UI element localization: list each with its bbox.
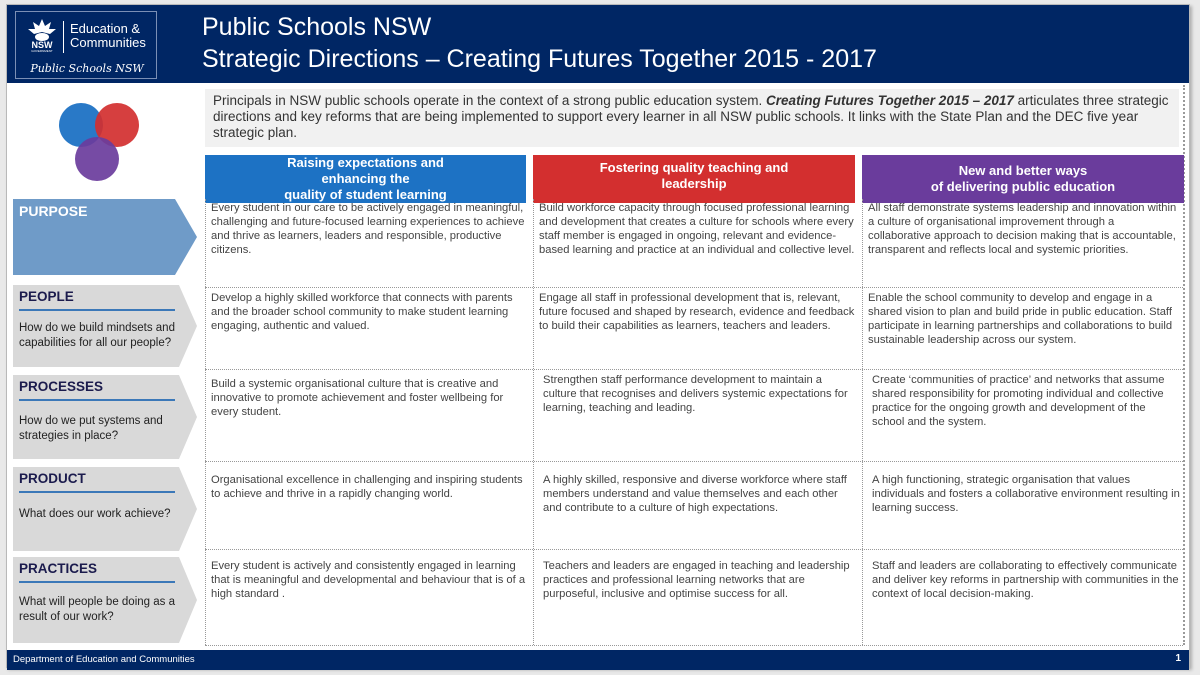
grid-line [205, 369, 1183, 370]
row-question: What does our work achieve? [19, 508, 171, 520]
column-header-line2: of delivering public education [930, 179, 1116, 194]
cell-people-3: Enable the school community to develop and engage in a shared vision to plan and build pride in public education. Staff participate in learning partnerships and collaborations to build sustainable leadership across our system. [868, 292, 1173, 346]
column-header-teaching-leadership [533, 155, 855, 203]
footer-bar [7, 650, 1189, 670]
row-question: How do we build mindsets and capabilities for all our people? [19, 322, 175, 349]
cell-practices-2: Teachers and leaders are engaged in teaching and leadership practices and professional learning networks that are purposeful, inclusive and optimise success for all. [543, 560, 850, 600]
column-header-line1: New and better ways [958, 163, 1088, 178]
nsw-logo [15, 11, 157, 79]
row-label-processes [13, 375, 197, 459]
page-title: Public Schools NSW [202, 13, 432, 41]
row-label-practices [13, 557, 197, 643]
cell-purpose-2: Build workforce capacity through focused professional learning and development that creates a culture for schools where every staff member is engaged in ongoing, relevant and evidence-based learning and practice at an individual and collective level. [539, 202, 855, 256]
waratah-icon [27, 18, 57, 52]
row-label-purpose [13, 199, 197, 275]
intro-text [213, 93, 1173, 141]
cell-practices-3: Staff and leaders are collaborating to effectively communicate and deliver key reforms in partnership with communities in the context of local decision-making. [872, 560, 1179, 600]
cell-processes-1: Build a systemic organisational culture that is creative and innovative to promote achievement and foster wellbeing for every student. [211, 378, 504, 418]
grid-line [862, 199, 863, 645]
page-subtitle: Strategic Directions – Creating Futures Together 2015 - 2017 [202, 45, 877, 73]
row-question: How do we put systems and strategies in place? [19, 415, 163, 442]
cell-processes-2: Strengthen staff performance development to maintain a culture that recognises and delivers systemic expectations for learning, teaching and leading. [543, 374, 848, 414]
cell-people-2: Engage all staff in professional development that is, relevant, future focused and shaped by research, evidence and feedback to build their capabilities as learners, teachers and leaders. [539, 292, 855, 332]
grid-line [205, 199, 206, 645]
column-header-line1: Raising expectations and enhancing the [287, 155, 444, 186]
purple-circle [75, 137, 119, 181]
grid-line [533, 199, 534, 645]
column-header-student-learning [205, 155, 526, 203]
row-title: PURPOSE [19, 203, 88, 219]
grid-line [205, 549, 1183, 550]
intro-before: Principals in NSW public schools operate in the context of a strong public education system. [213, 93, 767, 108]
cell-product-3: A high functioning, strategic organisation that values individuals and fosters a collaborative environment resulting in learning success. [872, 474, 1180, 514]
cell-people-1: Develop a highly skilled workforce that connects with parents and the broader school community to make student learning engaging, authentic and valued. [211, 292, 513, 332]
logo-org-line2: Communities [70, 35, 146, 50]
intro-after: articulates three strategic directions and key reforms that are being implemented to support every learner in all NSW public schools. It links with the State Plan and the DEC five year strategic plan. [213, 93, 1169, 140]
row-underline [19, 309, 175, 311]
cell-practices-1: Every student is actively and consistently engaged in learning that is meaningful and developmental and behaviour that is of a high standard . [211, 560, 526, 600]
row-label-people [13, 285, 197, 367]
cell-product-2: A highly skilled, responsive and diverse workforce where staff members understand and value themselves and each other and contribute to a culture of high expectations. [543, 474, 847, 514]
row-label-product [13, 467, 197, 551]
cell-product-1: Organisational excellence in challenging and inspiring students to achieve and thrive in a rapidly changing world. [211, 474, 523, 500]
grid-line [205, 287, 1183, 288]
logo-divider [63, 21, 64, 53]
intro-panel [205, 89, 1179, 147]
column-header-line2: quality of student learning [284, 187, 447, 202]
slide [6, 4, 1190, 668]
row-underline [19, 581, 175, 583]
venn-circles [57, 101, 147, 185]
page-number: 1 [1175, 653, 1181, 664]
logo-gov-text: GOVERNMENT [31, 49, 53, 52]
row-title: PEOPLE [19, 289, 74, 304]
cell-purpose-1: Every student in our care to be actively engaged in meaningful, challenging and future-focused learning experiences to achieve and thrive as learners, leaders and responsible, productive citizens. [211, 202, 525, 256]
logo-subtitle: Public Schools NSW [30, 62, 144, 75]
column-header-line1: Fostering quality teaching and leadership [599, 160, 789, 191]
row-title: PRACTICES [19, 561, 98, 576]
footer-department: Department of Education and Communities [13, 654, 195, 665]
logo-nsw-text: NSW [31, 40, 53, 50]
logo-org-name [70, 22, 146, 50]
column-header-better-ways [862, 155, 1184, 203]
grid-line [205, 645, 1183, 646]
header-banner [7, 5, 1189, 83]
row-title: PROCESSES [19, 379, 104, 394]
row-question: What will people be doing as a result of our work? [19, 596, 175, 623]
logo-org-line1: Education & [70, 21, 141, 36]
cell-processes-3: Create ‘communities of practice’ and networks that assume shared responsibility for promoting individual and collective practice for the ongoing growth and development of the school and the system. [872, 374, 1165, 428]
row-title: PRODUCT [19, 471, 86, 486]
row-underline [19, 399, 175, 401]
grid-line [205, 461, 1183, 462]
cell-purpose-3: All staff demonstrate systems leadership and innovation within a culture of organisational improvement through a collaborative approach to decision making that is accountable, transparent and reflects local and systemic priorities. [868, 202, 1177, 256]
intro-emphasis: Creating Futures Together 2015 – 2017 [766, 93, 1014, 108]
row-underline [19, 491, 175, 493]
